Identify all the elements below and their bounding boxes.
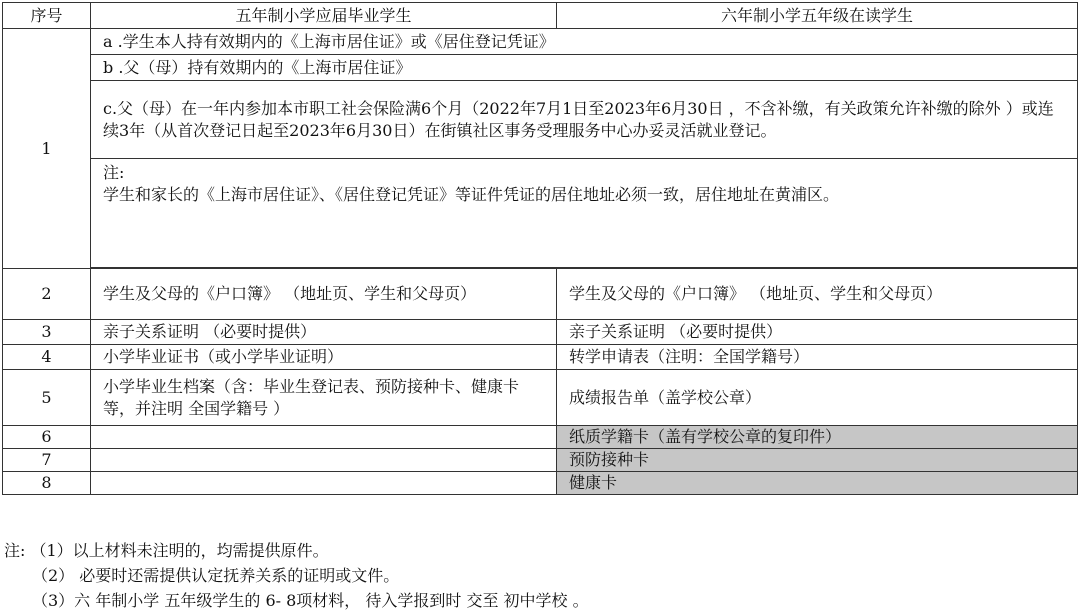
footnote-label: 注: (4, 541, 26, 560)
table-row (3, 426, 1078, 449)
residence-note (91, 159, 1078, 268)
row-number: 4 (3, 345, 91, 370)
footnotes (4, 538, 1076, 613)
row-number: 5 (3, 370, 91, 426)
header-five-year-graduates: 五年制小学应届毕业学生 (91, 3, 557, 29)
requirement-a: a .学生本人持有效期内的《上海市居住证》或《居住登记凭证》 (91, 29, 1078, 55)
six-year-material: 预防接种卡 (557, 449, 1078, 472)
table-row-1c (3, 81, 1078, 159)
row-1-number: 1 (3, 29, 91, 269)
six-year-material: 成绩报告单（盖学校公章） (557, 370, 1078, 426)
table-row (3, 269, 1078, 320)
requirement-b: b .父（母）持有效期内的《上海市居住证》 (91, 55, 1078, 81)
table-header-row (3, 3, 1078, 29)
row-number: 3 (3, 320, 91, 345)
table-row (3, 320, 1078, 345)
header-six-year-fifth-graders: 六年制小学五年级在读学生 (557, 3, 1078, 29)
header-serial-number: 序号 (3, 3, 91, 29)
six-year-material: 纸质学籍卡（盖有学校公章的复印件） (557, 426, 1078, 449)
table-row (3, 345, 1078, 370)
six-year-material: 健康卡 (557, 472, 1078, 495)
footnote-3: （3）六 年制小学 五年级学生的 6- 8项材料， 待入学报到时 交至 初中学校 。 (32, 591, 589, 610)
row-number: 2 (3, 269, 91, 320)
five-year-material: 亲子关系证明 （必要时提供） (91, 320, 557, 345)
row-number: 7 (3, 449, 91, 472)
residence-note-text: 学生和家长的《上海市居住证》、《居住登记凭证》等证件凭证的居住地址必须一致，居住地址在黄浦区。 (103, 185, 840, 204)
table-row (3, 370, 1078, 426)
table-row (3, 449, 1078, 472)
five-year-material (91, 472, 557, 495)
table-row (3, 472, 1078, 495)
row-number: 6 (3, 426, 91, 449)
row-number: 8 (3, 472, 91, 495)
table-row-1-note (3, 159, 1078, 268)
five-year-material (91, 449, 557, 472)
materials-table (2, 2, 1078, 495)
six-year-material: 亲子关系证明 （必要时提供） (557, 320, 1078, 345)
five-year-material (91, 426, 557, 449)
footnote-1: （1）以上材料未注明的，均需提供原件。 (30, 541, 329, 560)
requirement-c: c.父（母）在一年内参加本市职工社会保险满6个月（2022年7月1日至2023年6月30日 ，不含补缴，有关政策允许补缴的除外 ）或连续3年（从首次登记日起至2023年6月30日）在街镇社区事务受理服务中心办妥灵活就业登记。 (91, 81, 1078, 159)
table-row-1b (3, 55, 1078, 81)
five-year-material: 学生及父母的《户口簿》 （地址页、学生和父母页） (91, 269, 557, 320)
five-year-material: 小学毕业证书（或小学毕业证明） (91, 345, 557, 370)
five-year-material: 小学毕业生档案（含：毕业生登记表、预防接种卡、健康卡等，并注明 全国学籍号 ） (91, 370, 557, 426)
six-year-material: 转学申请表（注明：全国学籍号） (557, 345, 1078, 370)
footnote-line-1 (4, 538, 1076, 563)
six-year-material: 学生及父母的《户口簿》 （地址页、学生和父母页） (557, 269, 1078, 320)
residence-note-label: 注: (103, 163, 125, 182)
footnote-2: （2） 必要时还需提供认定抚养关系的证明或文件。 (32, 566, 400, 585)
table-row-1a (3, 29, 1078, 55)
